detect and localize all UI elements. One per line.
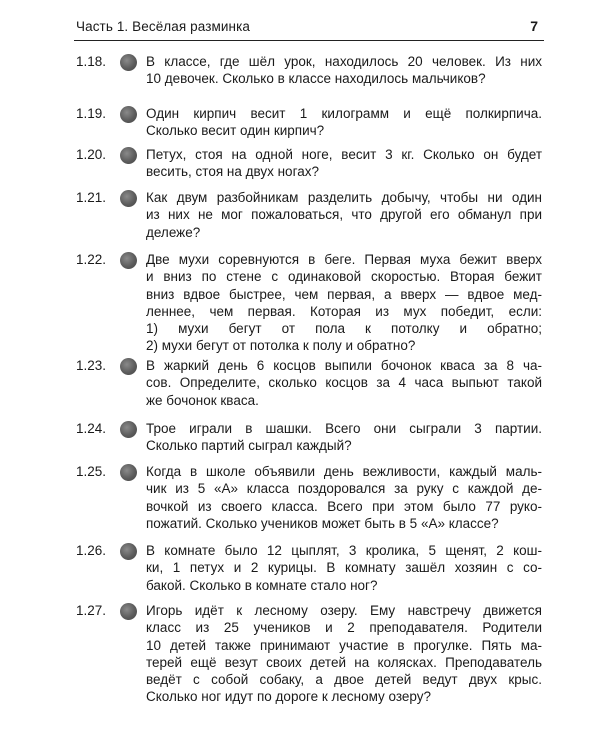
difficulty-dot-icon bbox=[120, 421, 137, 438]
problem-text bbox=[146, 602, 542, 706]
problem-text-line: вочкой из своего класса. Всего при этом было 77 руко- bbox=[146, 498, 542, 514]
problem-text bbox=[146, 105, 542, 140]
difficulty-dot-icon bbox=[120, 603, 137, 620]
problem-text-line: Трое играли в шашки. Всего они сыграли 3 партии. bbox=[146, 421, 542, 436]
problem-text-line: же бочонок кваса. bbox=[146, 392, 259, 408]
problem-text-line: ведёт с собой собаку, а двое детей ведут двух крыс. bbox=[146, 672, 542, 688]
problem-text-line: бакой. Сколько в комнате стало ног? bbox=[146, 577, 378, 593]
section-title: Часть 1. Весёлая разминка bbox=[76, 19, 250, 34]
difficulty-dot-icon bbox=[120, 190, 137, 207]
problem-text-line: сов. Определите, сколько косцов за 4 часа выпьют такой bbox=[146, 375, 542, 391]
problem-text-line: весить, стоя на двух ногах? bbox=[146, 164, 319, 180]
problem-text-line: Один кирпич весит 1 килограмм и ещё полкирпича. bbox=[146, 106, 542, 121]
problem-text-line: 10 детей также принимают участие в прогулке. Пять ма- bbox=[146, 637, 542, 653]
problem-number: 1.24. bbox=[76, 421, 107, 436]
problem-text-line: вниз вдвое быстрее, чем первая, а вверх — вдвое мед- bbox=[146, 286, 542, 302]
problem-text-line: Когда в школе объявили день вежливости, каждый маль- bbox=[146, 464, 542, 479]
page-number: 7 bbox=[530, 18, 538, 34]
problem-text-line: 1) мухи бегут от пола к потолку и обратно; bbox=[146, 321, 542, 337]
problem-number: 1.26. bbox=[76, 543, 107, 558]
problem-text-line: Две мухи соревнуются в беге. Первая муха бежит вверх bbox=[146, 252, 542, 267]
problem-number: 1.27. bbox=[76, 603, 107, 618]
problem-text bbox=[146, 420, 542, 455]
problem-text-line: Сколько весит один кирпич? bbox=[146, 123, 325, 139]
problem-text-line: пожатий. Сколько учеников может быть в 5 «А» классе? bbox=[146, 515, 499, 531]
problem-number: 1.19. bbox=[76, 106, 107, 121]
problem-text-line: чик из 5 «А» класса поздоровался за руку с каждой де- bbox=[146, 481, 542, 497]
page-header bbox=[74, 18, 544, 41]
problem-text-line: леннее, чем первая. Которая из мух победит, если: bbox=[146, 303, 542, 319]
problem-text-line: Игорь идёт к лесному озеру. Ему навстречу движется bbox=[146, 603, 542, 618]
problem-text-line: и вниз по стене с одинаковой скоростью. Вторая бежит bbox=[146, 269, 542, 285]
problem-text bbox=[146, 189, 542, 241]
problem-text-line: 2) мухи бегут от потолка к полу и обратно? bbox=[146, 338, 416, 354]
problem-text bbox=[146, 542, 542, 594]
problem-text-line: В комнате было 12 цыплят, 3 кролика, 5 щенят, 2 кош- bbox=[146, 543, 542, 558]
problem-text-line: В жаркий день 6 косцов выпили бочонок кваса за 8 ча- bbox=[146, 358, 542, 373]
problem-text-line: класс из 25 учеников и 2 преподавателя. Родители bbox=[146, 620, 542, 636]
problem-text bbox=[146, 53, 542, 88]
problem-number: 1.20. bbox=[76, 147, 107, 162]
problem-number: 1.22. bbox=[76, 252, 107, 267]
difficulty-dot-icon bbox=[120, 147, 137, 164]
problem-number: 1.25. bbox=[76, 464, 107, 479]
difficulty-dot-icon bbox=[120, 252, 137, 269]
difficulty-dot-icon bbox=[120, 106, 137, 123]
difficulty-dot-icon bbox=[120, 358, 137, 375]
problem-number: 1.23. bbox=[76, 358, 107, 373]
problem-text-line: ки, 1 петух и 2 курицы. В комнату зашёл хозяин с со- bbox=[146, 560, 542, 576]
problem-text bbox=[146, 146, 542, 181]
difficulty-dot-icon bbox=[120, 464, 137, 481]
problem-text bbox=[146, 357, 542, 409]
problem-number: 1.21. bbox=[76, 190, 107, 205]
problem-number: 1.18. bbox=[76, 54, 107, 69]
problem-text-line: Сколько ног идут по дороге к лесному озеру? bbox=[146, 689, 432, 705]
difficulty-dot-icon bbox=[120, 543, 137, 560]
difficulty-dot-icon bbox=[120, 54, 137, 71]
problem-text-line: Петух, стоя на одной ноге, весит 3 кг. Сколько он будет bbox=[146, 147, 542, 162]
problem-text bbox=[146, 251, 542, 355]
problem-text bbox=[146, 463, 542, 532]
problem-text-line: В классе, где шёл урок, находилось 20 человек. Из них bbox=[146, 54, 542, 69]
problem-text-line: дележе? bbox=[146, 224, 201, 240]
problem-text-line: Сколько партий сыграл каждый? bbox=[146, 438, 352, 454]
problem-text-line: 10 девочек. Сколько в классе находилось мальчиков? bbox=[146, 71, 486, 87]
problem-text-line: Как двум разбойникам разделить добычу, чтобы ни один bbox=[146, 190, 542, 205]
problem-text-line: терей ещё везут своих детей на колясках. Преподаватель bbox=[146, 654, 542, 670]
problem-text-line: из них не мог пожаловаться, что другой его обманул при bbox=[146, 207, 542, 223]
